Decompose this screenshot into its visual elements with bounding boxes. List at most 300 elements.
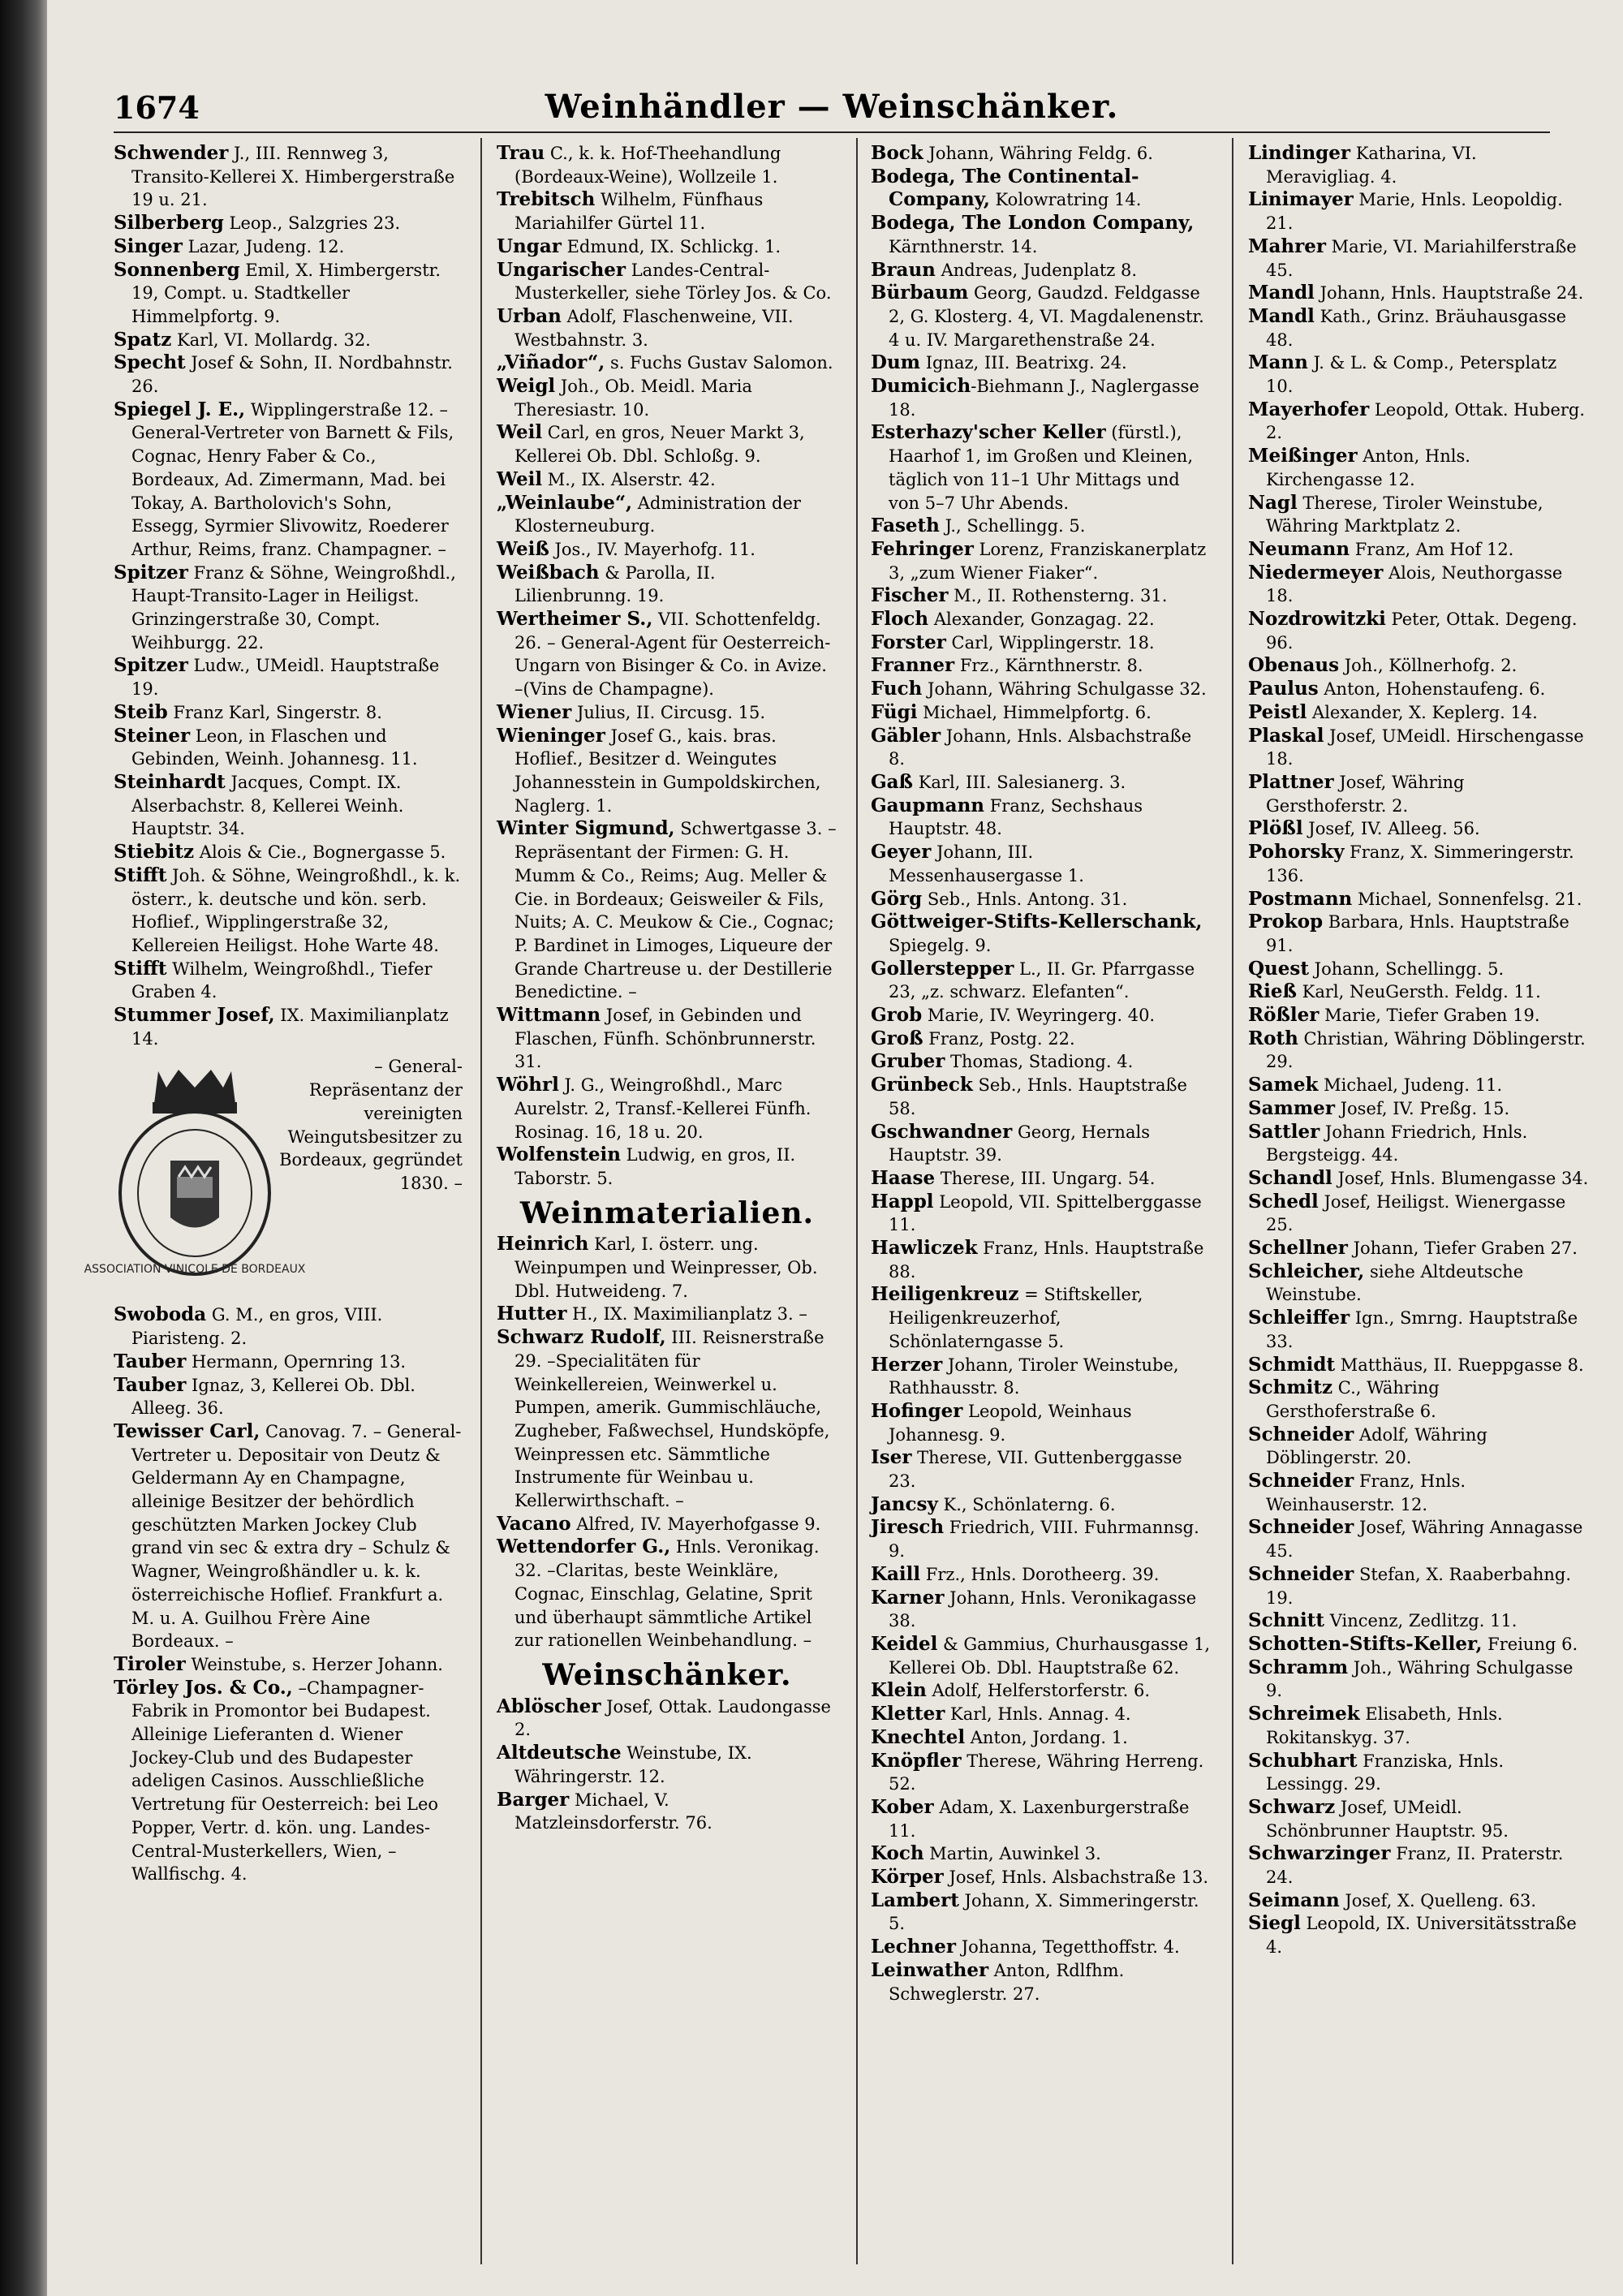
entry-text: –Champagner-Fabrik in Promontor bei Budapest. Alleinige Lieferanten d. Wiener Jockey-Club und des Budapester adeligen Casinos. Ausschließliche Vertretung für Oesterreich: bei Leo Popper, Vertr. d. kön. ung. Landes-Central-Musterkellers, Wien, – Wallfischg. 4. — [131, 1678, 439, 1885]
directory-entry — [871, 1796, 1212, 1842]
entry-name: Jiresch — [871, 1516, 945, 1539]
entry-text: Josef, UMeidl. Hirschengasse 18. — [1266, 726, 1584, 769]
entry-name: Urban — [497, 304, 562, 327]
entry-text: Leopold, Weinhaus Johannesg. 9. — [889, 1401, 1132, 1445]
entry-name: Hutter — [497, 1303, 567, 1325]
entry-name: Stiebitz — [114, 841, 195, 864]
entry-text: Joh. & Söhne, Weingroßhdl., k. k. österr., k. deutsche und kön. serb. Hoflief., Wipplingerstraße 32, Kellereien Heiligst. Hohe Warte 48. — [131, 865, 461, 955]
entry-text: H., IX. Maximilianplatz 3. – — [566, 1304, 807, 1325]
entry-name: Franner — [871, 654, 955, 677]
entry-text: Andreas, Judenplatz 8. — [935, 260, 1138, 280]
directory-entry — [871, 212, 1212, 258]
directory-entry — [871, 1121, 1212, 1167]
directory-entry — [1248, 1027, 1589, 1074]
entry-name: Tauber — [114, 1373, 187, 1396]
directory-entry — [1248, 142, 1589, 188]
entry-name: Ungarischer — [497, 258, 626, 281]
entry-text: Therese, VII. Guttenberggasse 23. — [889, 1448, 1182, 1492]
entry-text: siehe Altdeutsche Weinstube. — [1266, 1261, 1524, 1305]
entry-name: Görg — [871, 887, 923, 910]
directory-entry — [114, 864, 463, 958]
entry-text: Elisabeth, Hnls. Rokitanskyg. 37. — [1266, 1704, 1503, 1747]
entry-text: Josef, Währing Gersthoferstr. 2. — [1266, 772, 1465, 816]
directory-entry — [497, 259, 837, 305]
entry-text: Johann, Tiefer Graben 27. — [1347, 1238, 1578, 1259]
entry-name: Sattler — [1248, 1120, 1320, 1143]
entry-text: Franz, II. Praterstr. 24. — [1266, 1844, 1564, 1888]
directory-entry — [871, 1750, 1212, 1796]
entry-name: Tiroler — [114, 1652, 186, 1675]
entry-name: Knöpfler — [871, 1749, 962, 1772]
entry-text: Seb., Hnls. Antong. 31. — [922, 889, 1128, 909]
entry-text: Jos., IV. Mayerhofg. 11. — [549, 539, 756, 559]
entry-text: Seb., Hnls. Hauptstraße 58. — [889, 1075, 1187, 1118]
directory-entry — [871, 142, 1212, 166]
entry-text: Josef, IV. Alleeg. 56. — [1302, 819, 1480, 839]
entry-text: Josef, in Gebinden und Flaschen, Fünfh. Schönbrunnerstr. 31. — [514, 1006, 816, 1072]
directory-entry — [871, 654, 1212, 678]
directory-entry — [871, 1516, 1212, 1562]
directory-entry — [497, 1695, 837, 1742]
entry-name: Weil — [497, 421, 543, 444]
entry-name: Stummer Josef, — [114, 1004, 275, 1027]
entry-name: Iser — [871, 1446, 912, 1469]
entry-name: Knechtel — [871, 1725, 966, 1748]
directory-entry — [871, 1237, 1212, 1283]
entry-name: Spitzer — [114, 561, 188, 584]
entry-name: Rieß — [1248, 980, 1297, 1003]
entry-name: Tewisser Carl, — [114, 1419, 260, 1442]
entry-name: Neumann — [1248, 537, 1350, 560]
entry-text: Alfred, IV. Mayerhofgasse 9. — [570, 1514, 821, 1534]
entry-text: Franz, Am Hof 12. — [1350, 539, 1514, 559]
entry-text: Weinstube, IX. Währingerstr. 12. — [514, 1743, 752, 1786]
entry-name: Hawliczek — [871, 1237, 978, 1260]
directory-entry — [497, 817, 837, 1004]
entry-text: Matthäus, II. Rueppgasse 8. — [1335, 1355, 1584, 1375]
directory-entry — [114, 212, 463, 235]
directory-entry — [114, 329, 463, 352]
directory-entry — [1248, 841, 1589, 887]
entry-name: Klein — [871, 1679, 927, 1702]
directory-entry — [497, 142, 837, 188]
directory-entry — [114, 771, 463, 841]
directory-entry — [497, 538, 837, 562]
entry-text: Karl, NeuGersth. Feldg. 11. — [1296, 982, 1541, 1002]
entry-text: Ludwig, en gros, II. Taborstr. 5. — [514, 1145, 796, 1188]
directory-entry — [114, 725, 463, 771]
entry-name: Paulus — [1248, 678, 1319, 700]
directory-entry — [1248, 1237, 1589, 1260]
directory-entry — [114, 958, 463, 1004]
entry-text: C., Währing Gersthoferstraße 6. — [1266, 1378, 1440, 1421]
directory-entry — [1248, 654, 1589, 678]
directory-entry — [871, 841, 1212, 887]
directory-entry — [497, 1144, 837, 1190]
directory-entry — [1248, 958, 1589, 981]
directory-entry — [871, 1167, 1212, 1191]
entry-name: Braun — [871, 258, 936, 281]
page-number: 1674 — [114, 89, 200, 126]
directory-entry — [114, 1303, 463, 1350]
entry-text: Josef & Sohn, II. Nordbahnstr. 26. — [131, 353, 453, 397]
section-title-weinmaterialien: Weinmaterialien. — [519, 1195, 815, 1230]
entry-name: Gäbler — [871, 724, 941, 747]
directory-entry — [871, 1936, 1212, 1959]
entry-name: Plattner — [1248, 770, 1334, 793]
entry-name: Schwarz Rudolf, — [497, 1326, 666, 1349]
entry-text: Wilhelm, Fünfhaus Mariahilfer Gürtel 11. — [514, 190, 764, 234]
entry-text: Stefan, X. Raaberbahng. 19. — [1266, 1564, 1572, 1608]
directory-entry — [871, 1842, 1212, 1866]
entry-text: Kolowratring 14. — [989, 190, 1142, 210]
entry-name: Schreimek — [1248, 1703, 1360, 1725]
directory-entry — [871, 1633, 1212, 1679]
entry-name: Plaskal — [1248, 724, 1324, 747]
entry-text: Martin, Auwinkel 3. — [923, 1844, 1101, 1864]
entry-text: Johanna, Tegetthoffstr. 4. — [956, 1937, 1180, 1958]
entry-name: Wittmann — [497, 1004, 601, 1027]
entry-text: Julius, II. Circusg. 15. — [571, 702, 766, 722]
entry-text: Schwertgasse 3. –Repräsentant der Firmen: G. H. Mumm & Co., Reims; Aug. Meller & Cie. in Bordeaux; Geisweiler & Fils, Nuits; A. C. Meukow & Cie., Cognac; P. Bardinet in Limoges, Liqueure der Grande Chartreuse u. der Destillerie Benedictine. – — [514, 819, 837, 1002]
entry-text: Frz., Kärnthnerstr. 8. — [954, 656, 1143, 676]
directory-entry — [1248, 305, 1589, 351]
entry-text: Alois, Neuthorgasse 18. — [1266, 562, 1563, 606]
entry-text: & Gammius, Churhausgasse 1, Kellerei Ob. Dbl. Hauptstraße 62. — [889, 1635, 1211, 1678]
directory-entry — [114, 1653, 463, 1677]
entry-text: Edmund, IX. Schlickg. 1. — [561, 236, 781, 256]
directory-entry — [1248, 1260, 1589, 1307]
entry-name: Schellner — [1248, 1237, 1348, 1260]
entry-text: Administration der Klosterneuburg. — [514, 493, 801, 536]
directory-entry — [871, 1283, 1212, 1353]
directory-entry — [1248, 562, 1589, 608]
directory-entry — [871, 1587, 1212, 1633]
entry-text: Vincenz, Zedlitzg. 11. — [1324, 1611, 1518, 1631]
entry-text: Alois & Cie., Bognergasse 5. — [194, 842, 446, 863]
entry-name: Floch — [871, 608, 929, 631]
entry-name: Lambert — [871, 1889, 959, 1911]
entry-text: G. M., en gros, VIII. Piaristeng. 2. — [131, 1305, 383, 1349]
entry-text: Carl, Wipplingerstr. 18. — [945, 632, 1155, 653]
directory-entry — [871, 1703, 1212, 1726]
entry-text: Leop., Salzgries 23. — [223, 213, 401, 234]
entry-text: Franz, X. Simmeringerstr. 136. — [1266, 842, 1574, 885]
entry-text: Karl, III. Salesianerg. 3. — [913, 772, 1126, 792]
directory-entry — [871, 1050, 1212, 1074]
directory-entry — [871, 1679, 1212, 1703]
entry-text: Johann, Hnls. Veronikagasse 38. — [889, 1587, 1197, 1631]
directory-entry — [497, 235, 837, 259]
entry-name: Hofinger — [871, 1399, 963, 1422]
directory-entry — [1248, 980, 1589, 1004]
entry-name: Heiligenkreuz — [871, 1283, 1019, 1306]
entry-name: Wieninger — [497, 724, 605, 747]
entry-text: Canovag. 7. – General-Vertreter u. Depositair von Deutz & Geldermann Ay en Champagne, alleinige Besitzer der behördlich geschützten Marken Jockey Club grand vin sec & extra dry – Schulz & Wagner, Weingroßhändler u. k. k. österreichische Hoflief. Frankfurt a. M. u. A. Guilhou Frère Aine Bordeaux. – — [131, 1421, 462, 1652]
directory-entry — [871, 1191, 1212, 1237]
entry-text: Franz, Hnls. Weinhauserstr. 12. — [1266, 1471, 1466, 1514]
entry-name: Swoboda — [114, 1303, 207, 1326]
directory-entry — [114, 259, 463, 329]
entry-name: Happl — [871, 1190, 934, 1213]
seal-lettering: ASSOCIATION VINICOLE DE BORDEAUX — [84, 1263, 306, 1277]
entry-text: C., k. k. Hof-Theehandlung (Bordeaux-Weine), Wollzeile 1. — [514, 144, 781, 187]
directory-entry — [1248, 1703, 1589, 1749]
directory-entry — [1248, 1307, 1589, 1353]
directory-entry — [871, 351, 1212, 375]
entry-name: Samek — [1248, 1074, 1319, 1096]
entry-name: Niedermeyer — [1248, 561, 1384, 584]
column-divider — [856, 138, 858, 2264]
entry-text: Hnls. Veronikag. 32. –Claritas, beste Weinkläre, Cognac, Einschlag, Gelatine, Sprit und überhaupt sämmtliche Artikel zur rationellen Weinbehandlung. – — [514, 1537, 820, 1651]
entry-text: Johann, Schellingg. 5. — [1308, 958, 1505, 979]
entry-text: Ign., Smrng. Hauptstraße 33. — [1266, 1308, 1578, 1351]
entry-text: Weinstube, s. Herzer Johann. — [185, 1654, 443, 1674]
entry-text: Franz, Hnls. Hauptstraße 88. — [889, 1238, 1204, 1282]
directory-entry — [114, 562, 463, 655]
column-3 — [871, 142, 1212, 2260]
entry-name: Singer — [114, 235, 183, 257]
entry-text: Spiegelg. 9. — [889, 935, 992, 955]
entry-name: Bock — [871, 142, 923, 164]
entry-text: Therese, Währing Herreng. 52. — [889, 1751, 1204, 1794]
directory-entry — [497, 351, 837, 375]
entry-text: Friedrich, VIII. Fuhrmannsg. 9. — [889, 1518, 1199, 1562]
entry-text: Michael, Sonnenfelsg. 21. — [1352, 889, 1582, 909]
entry-name: Grünbeck — [871, 1074, 973, 1096]
entry-name: Spiegel J. E., — [114, 398, 246, 420]
entry-name: Sammer — [1248, 1096, 1335, 1119]
directory-entry — [114, 1374, 463, 1420]
directory-entry — [1248, 771, 1589, 817]
directory-entry — [497, 562, 837, 608]
entry-name: Dumicich — [871, 375, 971, 398]
entry-text: J., Schellingg. 5. — [939, 516, 1086, 536]
entry-text: Johann, Währing Feldg. 6. — [923, 144, 1153, 163]
entry-text: Marie, IV. Weyringerg. 40. — [922, 1006, 1156, 1026]
directory-entry — [871, 375, 1212, 421]
directory-entry — [871, 1074, 1212, 1120]
entry-text: K., Schönlaterng. 6. — [937, 1494, 1116, 1514]
entry-name: „Weinlaube“, — [497, 491, 633, 514]
directory-entry — [871, 958, 1212, 1004]
entry-text: Johann, X. Simmeringerstr. 5. — [889, 1890, 1199, 1934]
ad-text: – General-Repräsentanz der vereinigten Weingutsbesitzer zu Bordeaux, gegründet 1830. – — [279, 1057, 463, 1193]
entry-text: Alexander, X. Keplerg. 14. — [1307, 702, 1538, 722]
entry-text: Marie, Hnls. Leopoldig. 21. — [1266, 190, 1563, 234]
entry-name: Schandl — [1248, 1166, 1332, 1189]
directory-entry — [114, 351, 463, 398]
entry-name: Schedl — [1248, 1190, 1319, 1213]
directory-entry — [871, 1400, 1212, 1446]
entry-name: Schwender — [114, 142, 229, 164]
entry-name: Fehringer — [871, 537, 974, 560]
directory-entry — [1248, 1842, 1589, 1889]
entry-text: Josef, UMeidl. Schönbrunner Hauptstr. 95. — [1266, 1797, 1509, 1841]
directory-entry — [1248, 608, 1589, 654]
entry-name: Pohorsky — [1248, 841, 1345, 864]
entry-name: Wiener — [497, 700, 572, 723]
column-divider — [1232, 138, 1233, 2264]
entry-name: Schmitz — [1248, 1376, 1333, 1399]
entry-text: Michael, Judeng. 11. — [1318, 1075, 1503, 1096]
entry-text: Anton, Hnls. Kirchengasse 12. — [1266, 446, 1470, 489]
entry-text: Peter, Ottak. Degeng. 96. — [1266, 610, 1578, 653]
entry-text: Freiung 6. — [1482, 1635, 1578, 1654]
entry-name: Karner — [871, 1586, 945, 1609]
directory-entry — [871, 1726, 1212, 1750]
entry-name: Plößl — [1248, 817, 1303, 840]
entry-name: Gaß — [871, 770, 914, 793]
entry-name: Steinhardt — [114, 770, 226, 793]
entry-text: Therese, III. Ungarg. 54. — [935, 1168, 1156, 1188]
entry-name: Schleicher, — [1248, 1260, 1365, 1282]
entry-name: Steib — [114, 700, 168, 723]
entry-text: Lazar, Judeng. 12. — [182, 236, 345, 256]
column-1 — [84, 142, 463, 2260]
directory-entry — [1248, 1074, 1589, 1097]
directory-entry — [1248, 911, 1589, 957]
entry-name: Fuch — [871, 678, 923, 700]
entry-text: Kath., Grinz. Bräuhausgasse 48. — [1266, 306, 1567, 350]
entry-text: Josef, Hnls. Alsbachstraße 13. — [943, 1867, 1208, 1888]
directory-entry — [1248, 1609, 1589, 1633]
entry-name: Törley Jos. & Co., — [114, 1676, 293, 1699]
entry-text: Landes-Central-Musterkeller, siehe Törley Jos. & Co. — [514, 260, 832, 304]
entry-name: Körper — [871, 1866, 944, 1889]
entry-text: Hermann, Opernring 13. — [186, 1351, 407, 1372]
entry-text: Leopold, Ottak. Huberg. 2. — [1266, 399, 1586, 443]
entry-name: Mann — [1248, 351, 1308, 374]
entry-name: Lindinger — [1248, 142, 1351, 164]
directory-entry — [114, 142, 463, 212]
entry-text: Josef, IV. Preßg. 15. — [1334, 1098, 1510, 1118]
entry-name: Mandl — [1248, 304, 1315, 327]
directory-entry — [871, 282, 1212, 351]
entry-name: Wettendorfer G., — [497, 1536, 671, 1558]
entry-name: Tauber — [114, 1350, 187, 1372]
directory-entry — [497, 1074, 837, 1144]
entry-text: M., IX. Alserstr. 42. — [542, 469, 716, 489]
entry-text: Michael, Himmelpfortg. 6. — [917, 702, 1152, 722]
bordeaux-advertisement — [84, 1055, 463, 1299]
entry-text: Jacques, Compt. IX. Alserbachstr. 8, Kellerei Weinh. Hauptstr. 34. — [131, 772, 404, 839]
entry-name: Bürbaum — [871, 282, 969, 304]
directory-entry — [871, 166, 1212, 212]
entry-text: s. Fuchs Gustav Salomon. — [605, 353, 833, 373]
entry-text: Barbara, Hnls. Hauptstraße 91. — [1266, 912, 1569, 955]
directory-entry — [1248, 1167, 1589, 1191]
entry-name: Roth — [1248, 1027, 1298, 1049]
entry-text: Johann, III. Messenhausergasse 1. — [889, 842, 1084, 885]
entry-text: Franziska, Hnls. Lessingg. 29. — [1266, 1751, 1505, 1794]
entry-text: Adam, X. Laxenburgerstraße 11. — [889, 1797, 1190, 1841]
entry-name: Herzer — [871, 1353, 943, 1376]
entry-name: Schneider — [1248, 1562, 1354, 1585]
directory-entry — [497, 725, 837, 818]
column-2 — [497, 142, 837, 2260]
directory-entry — [1248, 1424, 1589, 1470]
directory-entry — [871, 725, 1212, 771]
directory-entry — [1248, 1191, 1589, 1237]
directory-entry — [1248, 1004, 1589, 1027]
directory-entry — [1248, 351, 1589, 398]
directory-entry — [871, 1446, 1212, 1493]
entry-name: Schneider — [1248, 1423, 1354, 1445]
entry-text: Karl, I. österr. ung. Weinpumpen und Weinpresser, Ob. Dbl. Hutweideng. 7. — [514, 1234, 818, 1301]
entry-text: Johann Friedrich, Hnls. Bergsteigg. 44. — [1266, 1122, 1528, 1165]
entry-name: Keidel — [871, 1633, 938, 1655]
directory-entry — [497, 188, 837, 235]
directory-entry — [1248, 678, 1589, 701]
entry-name: Nagl — [1248, 491, 1298, 514]
entry-name: Winter Sigmund, — [497, 817, 675, 840]
entry-name: Siegl — [1248, 1912, 1301, 1935]
entry-name: Stifft — [114, 957, 167, 980]
entry-name: Dum — [871, 351, 921, 374]
directory-entry — [114, 1350, 463, 1374]
entry-text: Leopold, IX. Universitätsstraße 4. — [1266, 1914, 1577, 1958]
directory-entry — [497, 421, 837, 467]
entry-text: Ignaz, III. Beatrixg. 24. — [920, 353, 1127, 373]
entry-name: Weil — [497, 467, 543, 490]
entry-name: Wolfenstein — [497, 1144, 621, 1166]
entry-text: (fürstl.), Haarhof 1, im Großen und Kleinen, täglich von 11–1 Uhr Mittags und von 5–7 Uhr Abends. — [889, 423, 1194, 513]
directory-entry — [871, 608, 1212, 631]
entry-text: Franz Karl, Singerstr. 8. — [167, 702, 382, 722]
entry-text: Thomas, Stadiong. 4. — [945, 1052, 1134, 1072]
entry-name: Kletter — [871, 1703, 945, 1725]
entry-text: Marie, Tiefer Graben 19. — [1319, 1006, 1540, 1026]
entry-name: Trau — [497, 142, 545, 164]
directory-entry — [871, 259, 1212, 282]
entry-name: Schwarz — [1248, 1795, 1336, 1818]
entry-name: Forster — [871, 631, 946, 653]
entry-text: Johann, Währing Schulgasse 32. — [922, 679, 1207, 700]
entry-name: Bodega, The London Company, — [871, 212, 1195, 235]
entry-text: Johann, Hnls. Hauptstraße 24. — [1314, 283, 1584, 304]
entry-name: Peistl — [1248, 700, 1307, 723]
directory-entry — [871, 1563, 1212, 1587]
entry-text: III. Reisnerstraße 29. –Specialitäten für Weinkellereien, Weinwerkel u. Pumpen, amerik. Gummischläuche, Zugheber, Faßwechsel, Hundsköpfe, Weinpressen etc. Sämmtliche Instrumente für Weinbau u. Kellerwirthschaft. – — [514, 1328, 830, 1511]
entry-text: Adolf, Flaschenweine, VII. Westbahnstr. 3. — [514, 306, 794, 350]
directory-entry — [1248, 492, 1589, 538]
entry-text: Josef G., kais. bras. Hoflief., Besitzer d. Weingutes Johannesstein in Gumpoldskirchen, Naglerg. 1. — [514, 726, 821, 816]
directory-entry — [1248, 1354, 1589, 1377]
entry-text: Josef, Hnls. Blumengasse 34. — [1332, 1168, 1589, 1188]
directory-entry — [871, 421, 1212, 515]
directory-entry — [497, 701, 837, 725]
entry-text: Joh., Währing Schulgasse 9. — [1266, 1657, 1573, 1701]
entry-name: Kober — [871, 1795, 934, 1818]
entry-name: Meißinger — [1248, 445, 1358, 467]
directory-entry — [497, 1536, 837, 1652]
directory-entry — [1248, 398, 1589, 445]
entry-text: Josef, Währing Annagasse 45. — [1266, 1518, 1583, 1562]
directory-entry — [871, 795, 1212, 841]
entry-name: Fischer — [871, 584, 949, 607]
entry-name: Weiß — [497, 537, 549, 560]
directory-entry — [871, 1889, 1212, 1936]
entry-name: Gollerstepper — [871, 957, 1014, 980]
entry-text: Josef, X. Quelleng. 63. — [1339, 1890, 1537, 1910]
entry-text: -Biehmann J., Naglergasse 18. — [889, 377, 1199, 420]
entry-text: Joh., Ob. Meidl. Maria Theresiastr. 10. — [514, 377, 752, 420]
entry-name: Mandl — [1248, 282, 1315, 304]
directory-entry — [871, 1959, 1212, 2005]
entry-name: Prokop — [1248, 911, 1324, 933]
directory-entry — [114, 841, 463, 864]
